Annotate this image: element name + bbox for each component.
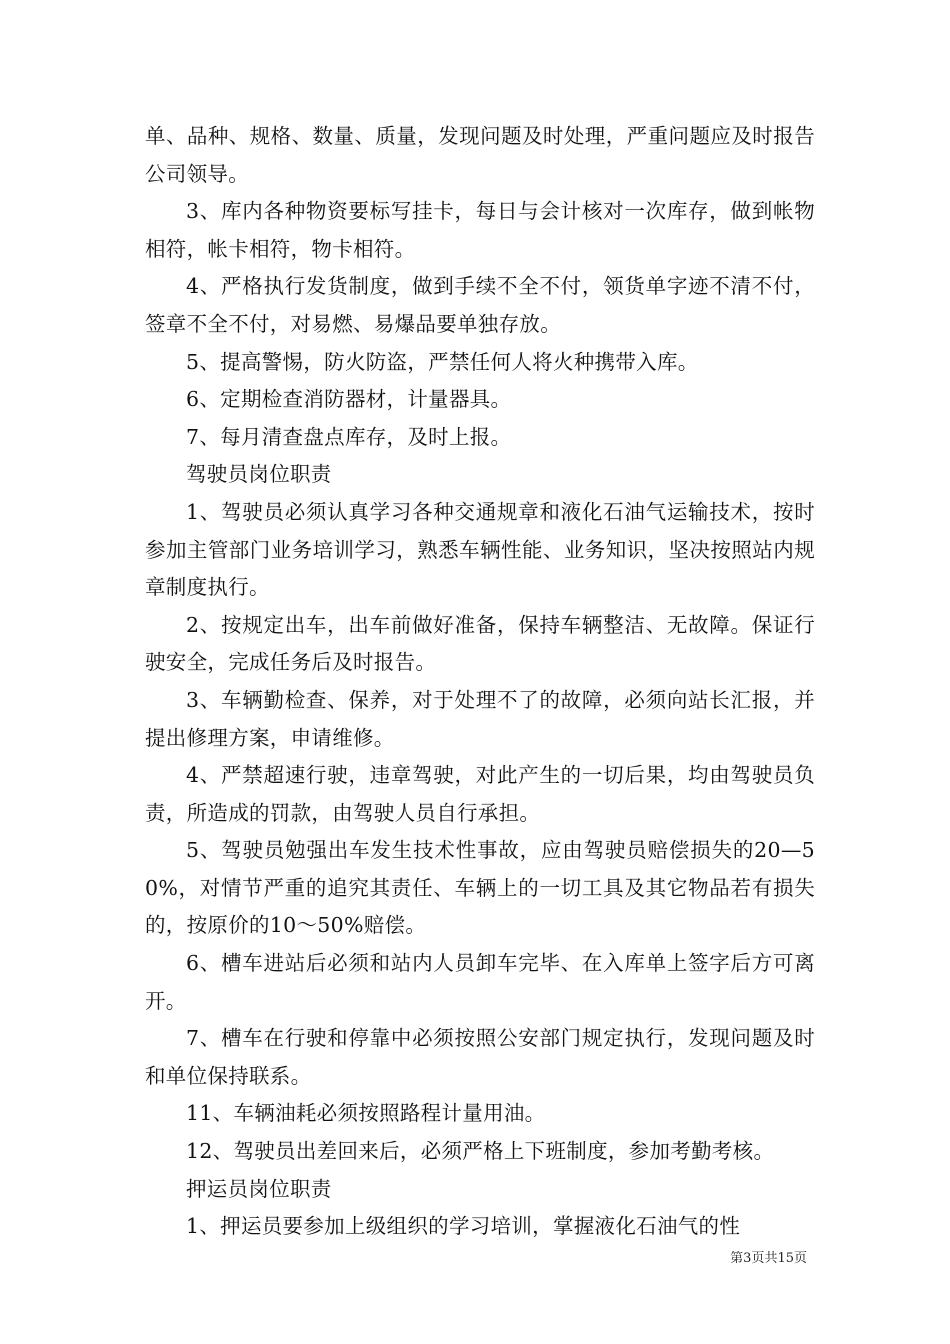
paragraph: 押运员岗位职责 (186, 1176, 332, 1201)
document-body (145, 118, 815, 1246)
paragraph: 1、押运员要参加上级组织的学习培训，掌握液化石油气的性 (186, 1214, 741, 1239)
paragraph: 5、驾驶员勉强出车发生技术性事故，应由驾驶员赔偿损失的20—50%，对情节严重的追究其责任、车辆上的一切工具及其它物品若有损失的，按原价的10～50%赔偿。 (145, 838, 815, 938)
paragraph: 6、槽车进站后必须和站内人员卸车完毕、在入库单上签字后方可离开。 (145, 951, 815, 1013)
paragraph: 4、严格执行发货制度，做到手续不全不付，领货单字迹不清不付，签章不全不付，对易燃、易爆品要单独存放。 (145, 274, 815, 336)
paragraph: 驾驶员岗位职责 (186, 462, 332, 487)
paragraph: 4、严禁超速行驶，违章驾驶，对此产生的一切后果，均由驾驶员负责，所造成的罚款，由驾驶人员自行承担。 (145, 763, 815, 825)
paragraph: 1、驾驶员必须认真学习各种交通规章和液化石油气运输技术，按时参加主管部门业务培训学习，熟悉车辆性能、业务知识，坚决按照站内规章制度执行。 (145, 499, 815, 600)
paragraph: 7、每月清查盘点库存，及时上报。 (186, 424, 512, 449)
paragraph: 2、按规定出车，出车前做好准备，保持车辆整洁、无故障。保证行驶安全，完成任务后及时报告。 (145, 612, 815, 675)
paragraph: 11、车辆油耗必须按照路程计量用油。 (186, 1101, 546, 1126)
paragraph: 3、车辆勤检查、保养，对于处理不了的故障，必须向站长汇报，并提出修理方案，申请维修。 (145, 687, 815, 750)
page-number: 第3页共15页 (730, 1251, 807, 1266)
paragraph: 5、提高警惕，防火防盗，严禁任何人将火种携带入库。 (186, 349, 699, 374)
paragraph: 12、驾驶员出差回来后，必须严格上下班制度，参加考勤考核。 (186, 1139, 775, 1164)
paragraph: 6、定期检查消防器材，计量器具。 (186, 387, 512, 412)
paragraph: 7、槽车在行驶和停靠中必须按照公安部门规定执行，发现问题及时和单位保持联系。 (145, 1026, 815, 1088)
paragraph: 3、库内各种物资要标写挂卡，每日与会计核对一次库存，做到帐物相符，帐卡相符，物卡相符。 (145, 199, 815, 261)
paragraph: 单、品种、规格、数量、质量，发现问题及时处理，严重问题应及时报告公司领导。 (145, 124, 815, 186)
